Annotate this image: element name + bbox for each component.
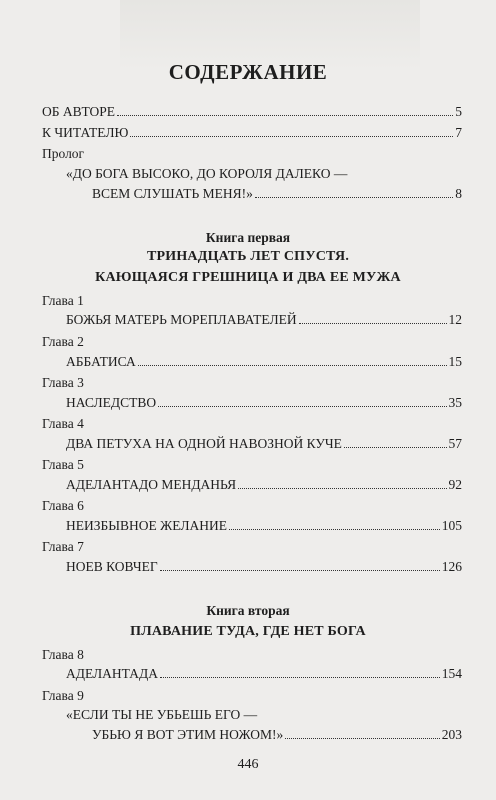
entry-title: УБЬЮ Я ВОТ ЭТИМ НОЖОМ!» (92, 727, 284, 742)
entry-page: 5 (455, 104, 462, 119)
entry-title: К ЧИТАТЕЛЮ (42, 125, 129, 140)
dot-leader (344, 447, 447, 448)
chapter-label: Глава 4 (42, 416, 84, 431)
entry-title: НАСЛЕДСТВО (66, 395, 157, 410)
dot-leader (138, 365, 447, 366)
book2-title: ПЛАВАНИЕ ТУДА, ГДЕ НЕТ БОГА (130, 624, 366, 639)
chapter-label: Глава 8 (42, 647, 84, 662)
entry-title: АДЕЛАНТАДА (66, 666, 158, 681)
entry-title: ВСЕМ СЛУШАТЬ МЕНЯ!» (92, 186, 253, 201)
entry-page: 7 (455, 125, 462, 140)
toc-entry-chapter-2 (66, 354, 462, 370)
dot-leader (117, 115, 453, 116)
dot-leader (160, 677, 440, 678)
chapter-label: Глава 1 (42, 293, 84, 308)
dot-leader (229, 529, 440, 530)
chapter-9-title-line1: «ЕСЛИ ТЫ НЕ УБЬЕШЬ ЕГО — (66, 707, 258, 722)
toc-entry-chapter-3 (66, 395, 462, 411)
chapter-label: Глава 5 (42, 457, 84, 472)
page-title: СОДЕРЖАНИЕ (168, 60, 328, 84)
dot-leader (160, 570, 440, 571)
entry-page: 12 (448, 312, 462, 327)
toc-entry-prologue (92, 186, 462, 202)
entry-title: НЕИЗБЫВНОЕ ЖЕЛАНИЕ (66, 518, 227, 533)
toc-entry-chapter-8 (66, 666, 462, 682)
prologue-title-line1: «ДО БОГА ВЫСОКО, ДО КОРОЛЯ ДАЛЕКО — (66, 166, 348, 181)
book2-name: Книга вторая (206, 603, 290, 618)
book1-title-line1: ТРИНАДЦАТЬ ЛЕТ СПУСТЯ. (146, 249, 350, 264)
book1-title-line2: КАЮЩАЯСЯ ГРЕШНИЦА И ДВА ЕЕ МУЖА (95, 270, 401, 285)
entry-title: ОБ АВТОРЕ (42, 104, 116, 119)
entry-title: ДВА ПЕТУХА НА ОДНОЙ НАВОЗНОЙ КУЧЕ (66, 436, 342, 451)
entry-page: 203 (441, 727, 462, 742)
entry-page: 15 (448, 354, 462, 369)
toc-entry-about-author (42, 104, 462, 120)
chapter-label: Глава 6 (42, 498, 84, 513)
dot-leader (299, 323, 447, 324)
toc-entry-chapter-7 (66, 559, 462, 575)
page-number: 446 (237, 757, 259, 772)
prologue-label: Пролог (42, 146, 85, 161)
dot-leader (255, 197, 453, 198)
entry-page: 126 (441, 559, 462, 574)
entry-page: 154 (441, 666, 462, 681)
entry-title: НОЕВ КОВЧЕГ (66, 559, 158, 574)
entry-page: 8 (455, 186, 462, 201)
dot-leader (130, 136, 453, 137)
entry-page: 57 (448, 436, 462, 451)
toc-entry-chapter-1 (66, 312, 462, 328)
chapter-label: Глава 3 (42, 375, 84, 390)
entry-title: АДЕЛАНТАДО МЕНДАНЬЯ (66, 477, 237, 492)
dot-leader (158, 406, 446, 407)
dot-leader (285, 738, 439, 739)
dot-leader (238, 488, 446, 489)
entry-page: 105 (441, 518, 462, 533)
book1-name: Книга первая (205, 230, 291, 245)
chapter-label: Глава 9 (42, 688, 84, 703)
toc-entry-chapter-9 (92, 727, 462, 743)
toc-entry-to-reader (42, 125, 462, 141)
entry-title: БОЖЬЯ МАТЕРЬ МОРЕПЛАВАТЕЛЕЙ (66, 312, 297, 327)
toc-entry-chapter-4 (66, 436, 462, 452)
chapter-label: Глава 7 (42, 539, 84, 554)
entry-title: АББАТИСА (66, 354, 136, 369)
chapter-label: Глава 2 (42, 334, 84, 349)
entry-page: 92 (448, 477, 462, 492)
toc-entry-chapter-5 (66, 477, 462, 493)
entry-page: 35 (448, 395, 462, 410)
toc-entry-chapter-6 (66, 518, 462, 534)
